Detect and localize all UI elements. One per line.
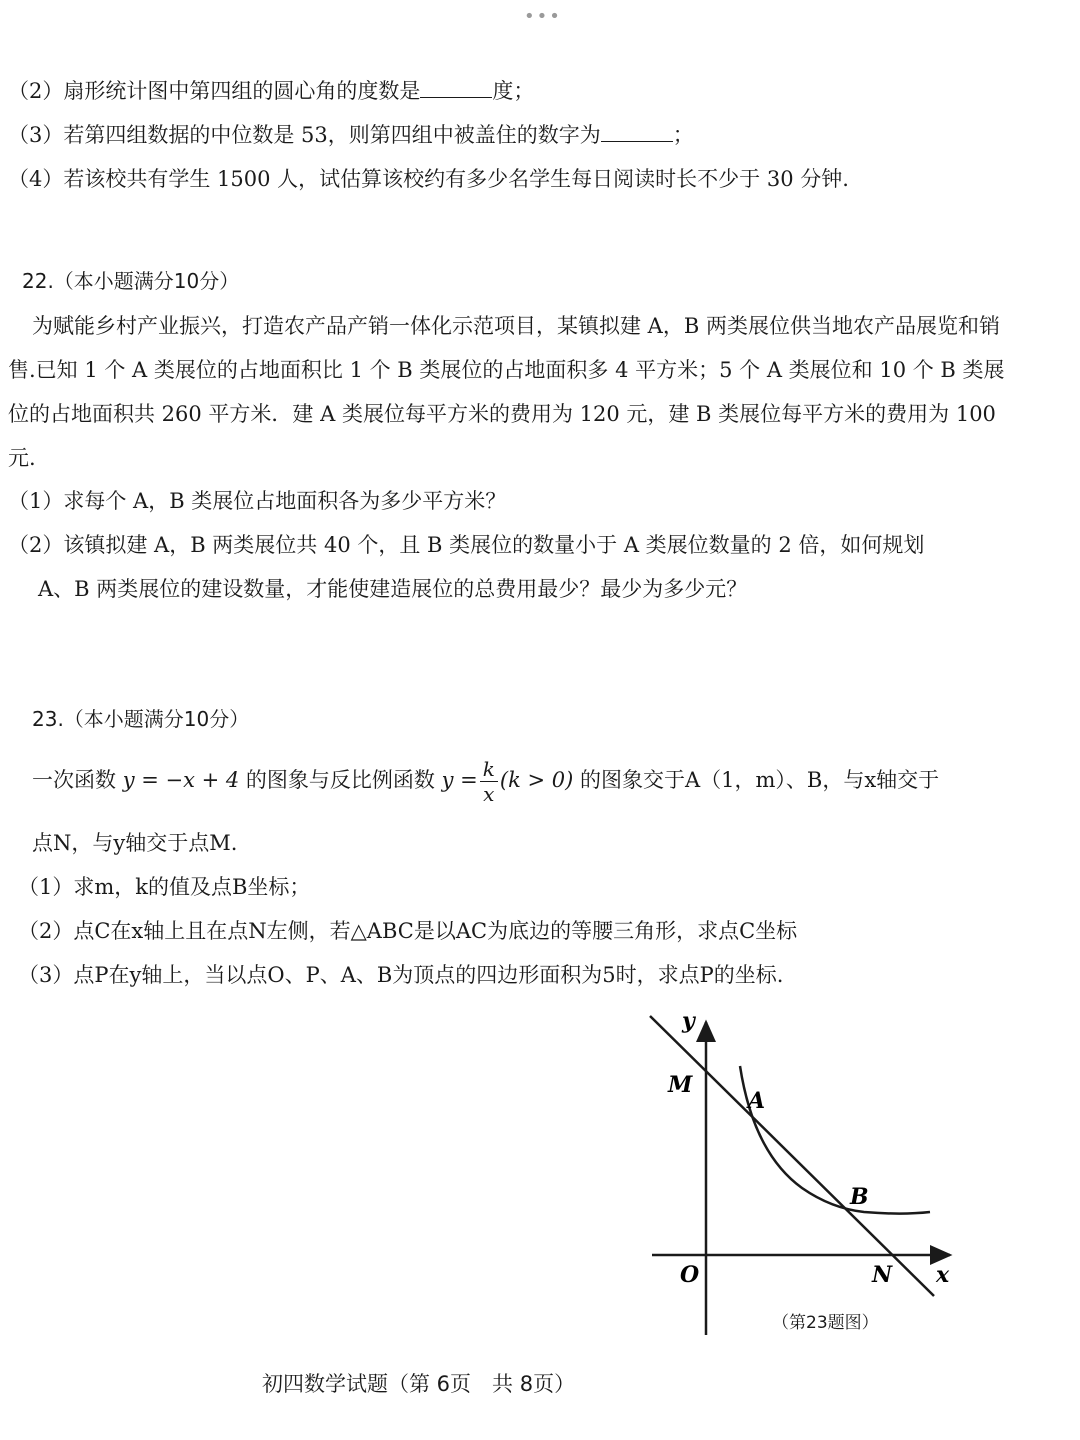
figure-caption: （第23题图） (772, 1313, 879, 1333)
q23-part2: （2）点C在x轴上且在点N左侧，若△ABC是以AC为底边的等腰三角形，求点C坐标 (18, 919, 798, 943)
label-o: O (680, 1262, 700, 1288)
fraction-k-over-x (480, 757, 498, 806)
fraction-denominator: x (483, 782, 495, 806)
q21-part3 (8, 120, 694, 150)
top-drag-indicator: ••• (524, 6, 562, 27)
page-footer: 初四数学试题（第 6页 共 8页） (262, 1372, 576, 1396)
k-condition: (k > 0) (499, 768, 574, 792)
linear-function: y = −x + 4 (122, 768, 240, 792)
q21-part2-tail: 度； (492, 79, 535, 103)
inverse-function-curve (740, 1066, 930, 1214)
label-y: y (682, 1008, 695, 1034)
label-x: x (936, 1262, 950, 1288)
q21-part4: （4）若该校共有学生 1500 人，试估算该校约有多少名学生每日阅读时长不少于 30 分钟. (8, 167, 849, 191)
q22-part1: （1）求每个 A，B 类展位占地面积各为多少平方米？ (8, 489, 507, 513)
q21-part2 (8, 76, 534, 106)
answer-blank (420, 77, 492, 98)
label-a: A (748, 1088, 766, 1114)
label-m: M (668, 1072, 693, 1098)
q23-intro-line2: 点N，与y轴交于点M. (32, 831, 238, 855)
q21-part3-tail: ； (672, 123, 694, 147)
q23-intro-c: 的图象交于A（1，m）、B，与x轴交于 (573, 768, 940, 792)
label-n: N (872, 1262, 893, 1288)
q23-part1: （1）求m，k的值及点B坐标； (18, 875, 311, 899)
q22-part2-line1: （2）该镇拟建 A，B 两类展位共 40 个，且 B 类展位的数量小于 A 类展位数量的 2 倍，如何规划 (8, 533, 925, 557)
q21-part2-text: （2）扇形统计图中第四组的圆心角的度数是 (8, 79, 421, 103)
q22-header: 22.（本小题满分10分） (22, 269, 240, 293)
q23-intro-a: 一次函数 (32, 768, 123, 792)
fraction-numerator: k (480, 757, 498, 782)
label-b: B (850, 1184, 869, 1210)
q23-header: 23.（本小题满分10分） (32, 707, 250, 731)
q23-part3: （3）点P在y轴上，当以点O、P、A、B为顶点的四边形面积为5时，求点P的坐标. (18, 963, 784, 987)
inverse-function-lhs: y = (441, 768, 478, 792)
q22-part2-line2: A、B 两类展位的建设数量，才能使建造展位的总费用最少？最少为多少元？ (38, 577, 748, 601)
q21-part3-text: （3）若第四组数据的中位数是 53，则第四组中被盖住的数字为 (8, 123, 601, 147)
q22-body: 为赋能乡村产业振兴，打造农产品产销一体化示范项目，某镇拟建 A，B 两类展位供当地农产品展览和销售.已知 1 个 A 类展位的占地面积比 1 个 B 类展位的占地面积多 4 平方米；5 个 A 类展位和 10 个 B 类展位的占地面积共 260 平方米．建 A 类展位每平方米的费用为 120 元，建 B 类展位每平方米的费用为 100 元. (8, 314, 1005, 470)
answer-blank (601, 121, 673, 142)
q23-intro-b: 的图象与反比例函数 (239, 768, 442, 792)
q23-intro (32, 752, 939, 808)
q23-figure (620, 1000, 980, 1340)
